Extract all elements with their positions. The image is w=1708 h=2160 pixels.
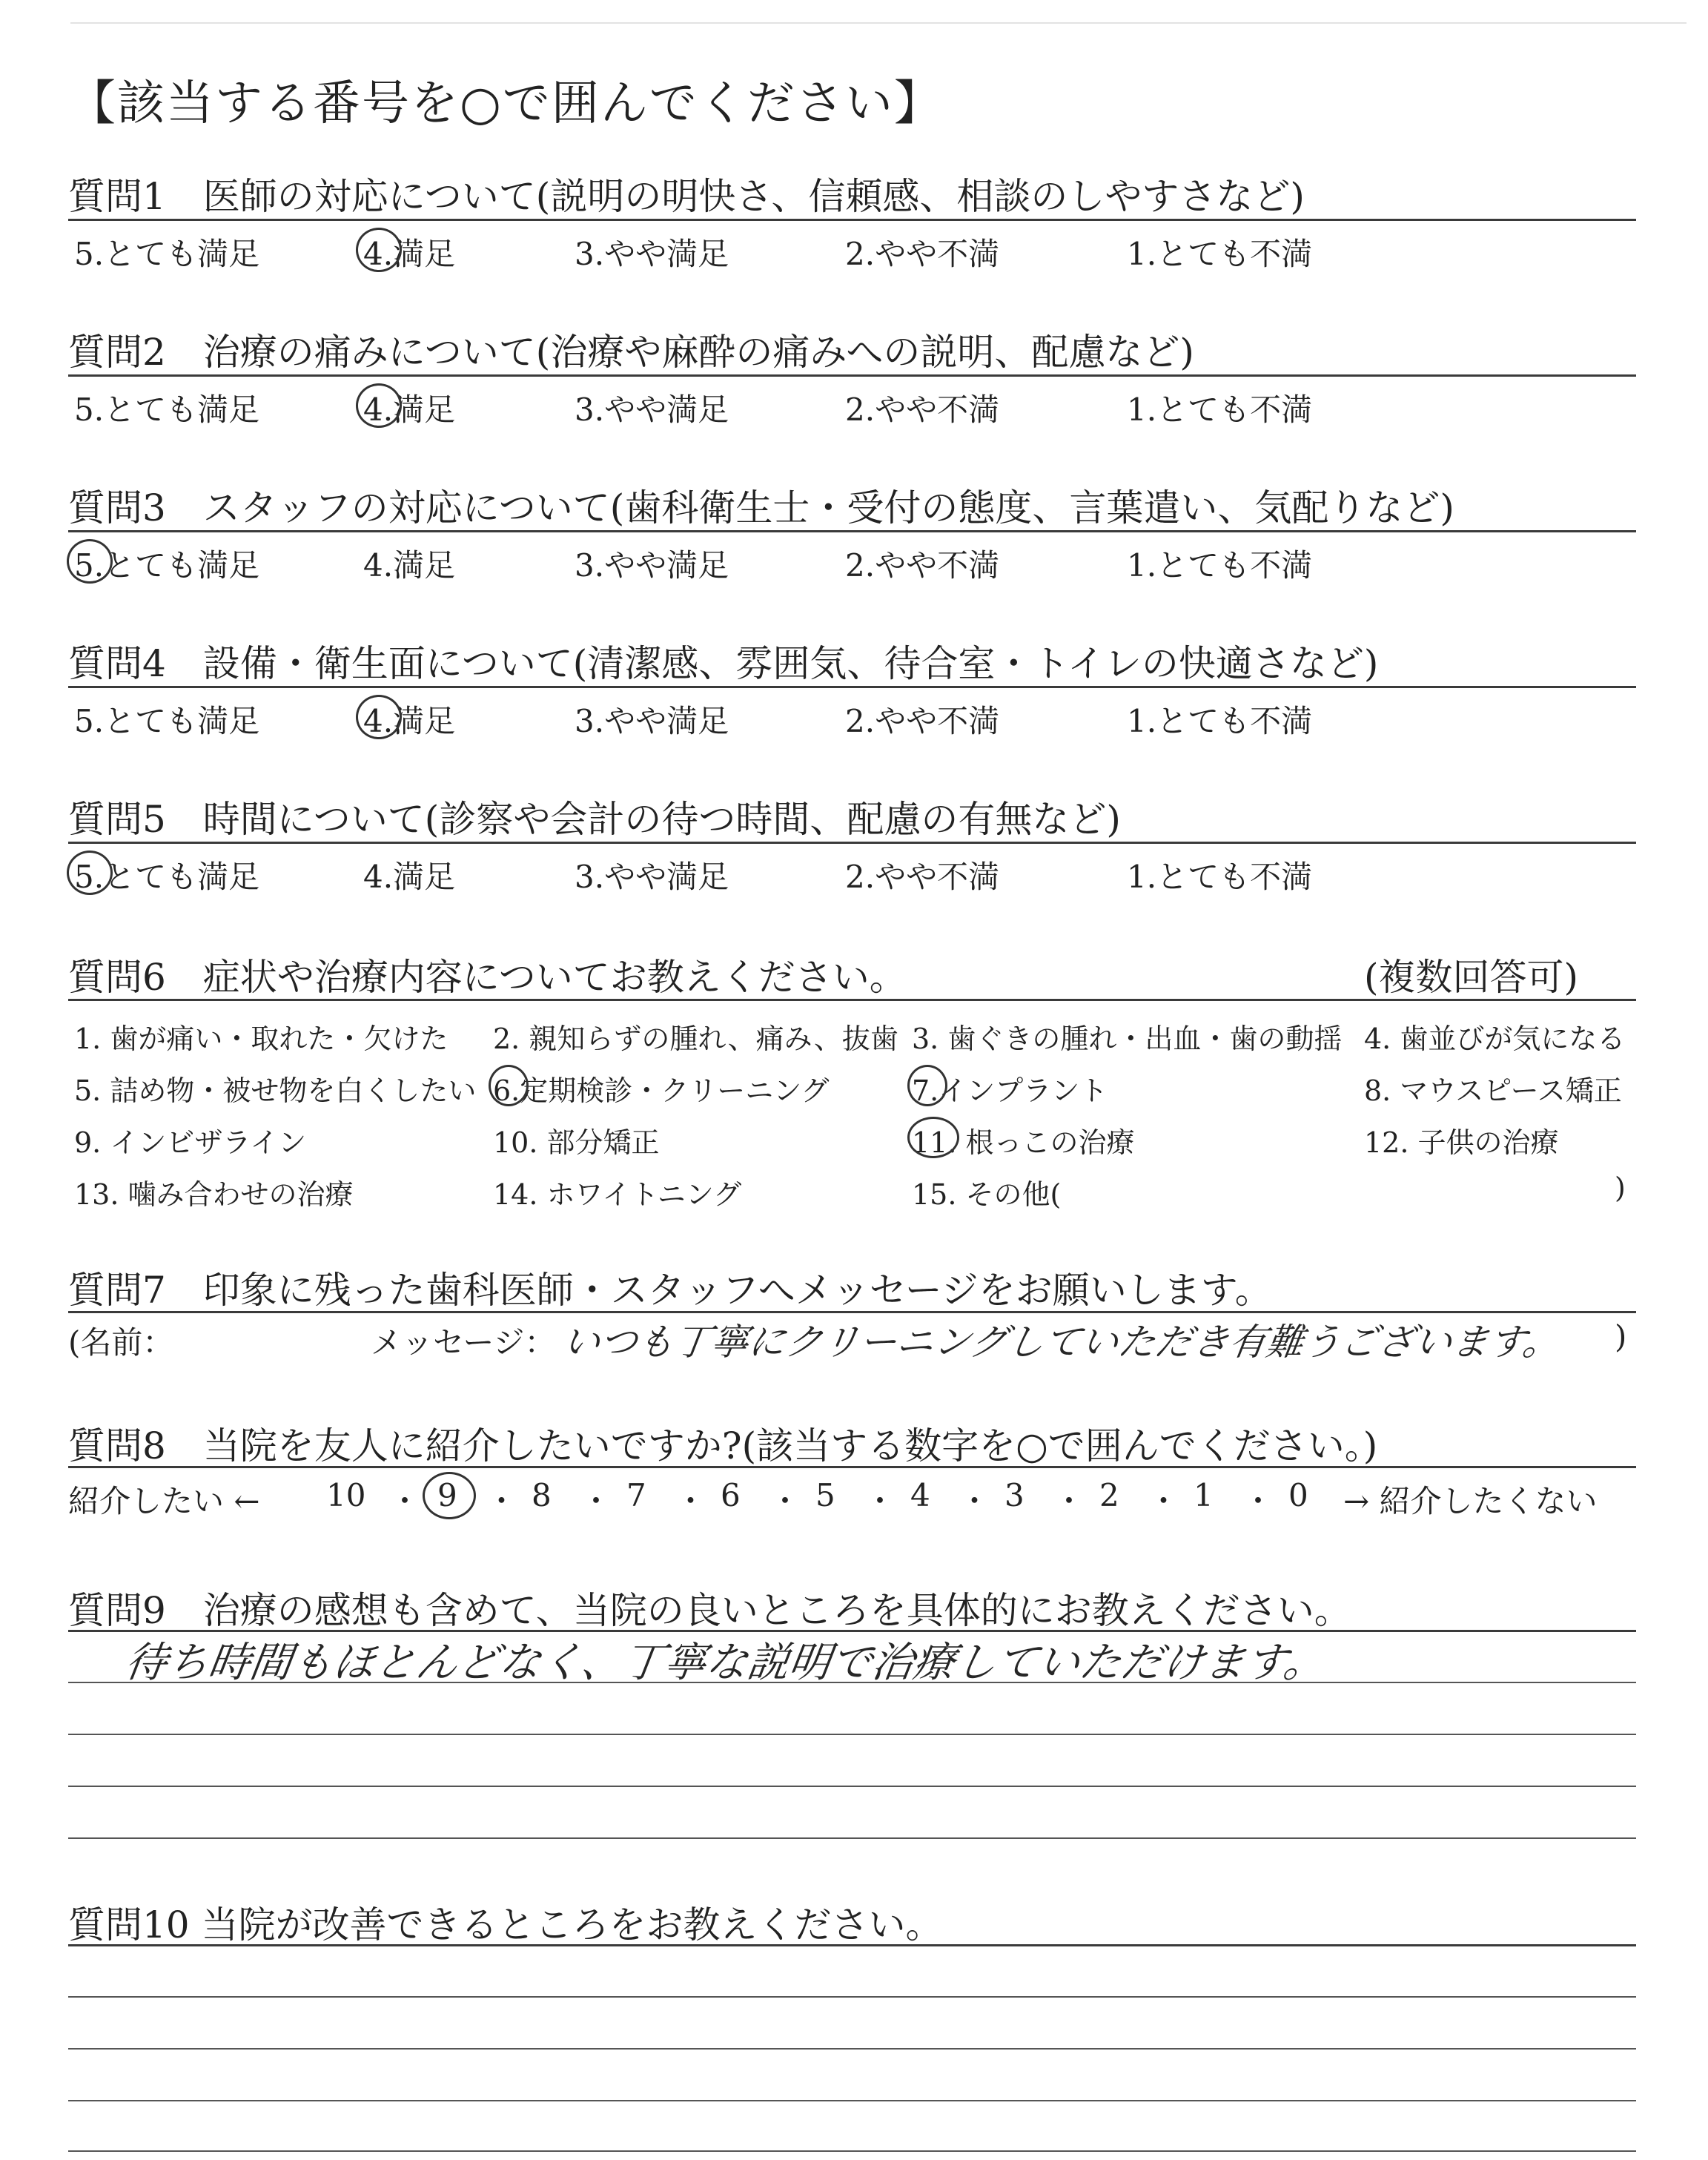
q9-answer-line [68, 1682, 1636, 1683]
option-number: 4. [363, 859, 394, 895]
option-number: 5. [74, 236, 105, 272]
q8-scale-value[interactable]: 7 [626, 1477, 646, 1513]
q4-rule [68, 686, 1636, 688]
q8-scale-value[interactable]: 2 [1099, 1477, 1119, 1513]
q7-name-label: (名前： [68, 1324, 174, 1361]
option-number: 1. [1127, 236, 1157, 272]
q8-scale-value[interactable]: 0 [1288, 1477, 1308, 1513]
option-number: 2. [845, 859, 875, 895]
option-label: とても満足 [104, 859, 260, 895]
q10-answer-line [68, 2150, 1636, 2152]
q5-option[interactable] [845, 853, 999, 897]
q8-separator: ・ [675, 1483, 706, 1519]
q6-option[interactable]: 10. 部分矯正 [493, 1126, 660, 1159]
q1-option[interactable] [845, 230, 999, 274]
option-number: 1. [1127, 547, 1157, 584]
q6-title: 質問6 症状や治療内容についてお教えください。 [68, 956, 907, 999]
q10-answer-line [68, 2048, 1636, 2050]
q8-scale-value[interactable]: 8 [532, 1477, 552, 1513]
option-label: とても満足 [104, 236, 260, 272]
q8-scale-value[interactable]: 1 [1194, 1477, 1214, 1513]
q1-title: 質問1 医師の対応について(説明の明快さ、信頼感、相談のしやすさなど) [68, 175, 1305, 218]
option-label: 満足 [393, 236, 456, 272]
option-number: 2. [845, 236, 875, 272]
option-number: 4. [363, 547, 394, 584]
q3-rule [68, 530, 1636, 532]
q2-option[interactable] [845, 386, 999, 430]
q8-separator: ・ [389, 1483, 421, 1519]
q10-answer-line [68, 1996, 1636, 1998]
option-label: 満足 [393, 703, 456, 739]
q6-option[interactable]: 4. 歯並びが気になる [1364, 1023, 1626, 1055]
q5-option[interactable] [575, 853, 729, 897]
q8-scale-value[interactable]: 9 [437, 1477, 457, 1513]
option-number: 4. [363, 392, 394, 428]
top-border [70, 22, 1687, 24]
q7-message-label: メッセージ： [371, 1324, 556, 1361]
option-label: 満足 [393, 547, 456, 584]
option-label: とても不満 [1156, 392, 1313, 428]
q8-separator: ・ [769, 1483, 801, 1519]
option-number: 2. [845, 392, 875, 428]
option-label: とても不満 [1156, 859, 1313, 895]
q8-rule [68, 1466, 1636, 1468]
q10-rule [68, 1944, 1636, 1946]
option-number: 3. [575, 859, 605, 895]
q1-option[interactable] [575, 230, 729, 274]
q2-option[interactable] [575, 386, 729, 430]
q6-option[interactable]: 8. マウスピース矯正 [1364, 1074, 1622, 1107]
q6-rule [68, 999, 1636, 1001]
q7-close: ) [1615, 1318, 1627, 1355]
q6-option: ) [1615, 1172, 1626, 1204]
q4-option[interactable] [845, 697, 999, 742]
q2-title: 質問2 治療の痛みについて(治療や麻酔の痛みへの説明、配慮など) [68, 331, 1194, 374]
q10-answer-line [68, 2100, 1636, 2101]
q5-option[interactable] [1127, 853, 1312, 897]
q10-title: 質問10 当院が改善できるところをお教えください。 [68, 1903, 943, 1946]
q3-option[interactable] [575, 541, 729, 586]
q6-option[interactable]: 3. 歯ぐきの腫れ・出血・歯の動揺 [912, 1023, 1343, 1055]
q2-selected-circle [356, 383, 402, 428]
q8-separator: ・ [959, 1483, 990, 1519]
q9-answer-line [68, 1734, 1636, 1735]
q4-selected-circle [356, 695, 402, 739]
q6-option[interactable]: 1. 歯が痛い・取れた・欠けた [74, 1023, 448, 1055]
q6-option[interactable]: 9. インビザライン [74, 1126, 307, 1159]
option-label: やや満足 [604, 392, 729, 428]
q8-separator: ・ [486, 1483, 517, 1519]
q6-selected-circle [907, 1065, 947, 1106]
q9-title: 質問9 治療の感想も含めて、当院の良いところを具体的にお教えください。 [68, 1589, 1351, 1632]
q6-option[interactable]: 12. 子供の治療 [1364, 1126, 1559, 1159]
option-number: 5. [74, 703, 105, 739]
q6-option[interactable]: 13. 噛み合わせの治療 [74, 1178, 354, 1211]
q8-separator: ・ [1242, 1483, 1274, 1519]
q6-option[interactable]: 6.定期検診・クリーニング [493, 1074, 830, 1107]
q6-option[interactable]: 7.インプラント [912, 1074, 1108, 1107]
option-label: とても満足 [104, 547, 260, 584]
option-number: 1. [1127, 392, 1157, 428]
q9-answer-line [68, 1837, 1636, 1839]
q3-title: 質問3 スタッフの対応について(歯科衛生士・受付の態度、言葉遣い、気配りなど) [68, 486, 1454, 529]
q6-option[interactable]: 5. 詰め物・被せ物を白くしたい [74, 1074, 477, 1107]
q8-scale-value[interactable]: 6 [721, 1477, 741, 1513]
q1-rule [68, 219, 1636, 221]
q3-option[interactable] [1127, 541, 1312, 586]
q6-option[interactable]: 11. 根っこの治療 [912, 1126, 1135, 1159]
option-label: やや満足 [604, 859, 729, 895]
q8-separator: ・ [580, 1483, 612, 1519]
q3-option[interactable] [845, 541, 999, 586]
option-label: とても不満 [1156, 547, 1313, 584]
q4-title: 質問4 設備・衛生面について(清潔感、雰囲気、待合室・トイレの快適さなど) [68, 642, 1379, 685]
q8-right-label: → 紹介したくない [1343, 1483, 1598, 1519]
q8-scale-value[interactable]: 10 [326, 1477, 366, 1513]
q3-option[interactable] [363, 541, 455, 586]
q1-option[interactable] [74, 230, 259, 274]
q8-selected-circle [423, 1472, 476, 1519]
q6-option[interactable]: 14. ホワイトニング [493, 1178, 742, 1211]
option-label: とても満足 [104, 703, 260, 739]
option-number: 5. [74, 859, 105, 895]
option-label: やや満足 [604, 547, 729, 584]
option-number: 5. [74, 392, 105, 428]
option-label: 満足 [393, 859, 456, 895]
q8-scale-value[interactable]: 5 [815, 1477, 835, 1513]
q1-selected-circle [356, 228, 402, 272]
option-label: とても満足 [104, 392, 260, 428]
q8-title: 質問8 当院を友人に紹介したいですか?(該当する数字を○で囲んでください。) [68, 1424, 1378, 1467]
q6-selected-circle [489, 1065, 529, 1106]
option-number: 4. [363, 703, 394, 739]
option-number: 1. [1127, 703, 1157, 739]
option-label: やや不満 [875, 703, 1000, 739]
option-label: やや不満 [875, 859, 1000, 895]
form-instruction: 【該当する番号を○で囲んでください】 [68, 76, 943, 131]
option-number: 3. [575, 547, 605, 584]
q8-separator: ・ [864, 1483, 896, 1519]
option-number: 3. [575, 236, 605, 272]
q5-rule [68, 842, 1636, 844]
option-number: 3. [575, 703, 605, 739]
q4-option[interactable] [74, 697, 259, 742]
q5-selected-circle [67, 851, 113, 895]
option-number: 5. [74, 547, 105, 584]
q6-option[interactable]: 15. その他( [912, 1178, 1062, 1211]
option-label: やや満足 [604, 236, 729, 272]
q8-scale-value[interactable]: 4 [910, 1477, 930, 1513]
option-number: 1. [1127, 859, 1157, 895]
q7-message[interactable]: いつも丁寧にクリーニングしていただき有難うございます。 [560, 1321, 1563, 1364]
option-label: とても不満 [1156, 703, 1313, 739]
q8-scale-value[interactable]: 3 [1004, 1477, 1025, 1513]
q6-option[interactable]: 2. 親知らずの腫れ、痛み、抜歯 [493, 1023, 898, 1055]
q2-option[interactable] [1127, 386, 1312, 430]
option-number: 2. [845, 703, 875, 739]
q8-left-label: 紹介したい ← [68, 1483, 260, 1519]
q7-title: 質問7 印象に残った歯科医師・スタッフへメッセージをお願いします。 [68, 1269, 1272, 1312]
q3-selected-circle [67, 539, 113, 584]
q1-option[interactable] [1127, 230, 1312, 274]
q8-separator: ・ [1148, 1483, 1179, 1519]
q9-answer-line [68, 1786, 1636, 1787]
option-number: 3. [575, 392, 605, 428]
option-label: やや満足 [604, 703, 729, 739]
option-label: 満足 [393, 392, 456, 428]
q5-option[interactable] [363, 853, 455, 897]
q8-separator: ・ [1053, 1483, 1085, 1519]
q6-selected-circle [907, 1117, 959, 1158]
option-number: 2. [845, 547, 875, 584]
q2-rule [68, 374, 1636, 377]
q4-option[interactable] [575, 697, 729, 742]
q4-option[interactable] [1127, 697, 1312, 742]
q6-note: (複数回答可) [1364, 956, 1579, 999]
option-label: とても不満 [1156, 236, 1313, 272]
option-number: 4. [363, 236, 394, 272]
q2-option[interactable] [74, 386, 259, 430]
option-label: やや不満 [875, 392, 1000, 428]
option-label: やや不満 [875, 547, 1000, 584]
option-label: やや不満 [875, 236, 1000, 272]
q9-answer[interactable]: 待ち時間もほとんどなく、丁寧な説明で治療していただけます。 [122, 1639, 1329, 1687]
q5-title: 質問5 時間について(診察や会計の待つ時間、配慮の有無など) [68, 798, 1121, 841]
